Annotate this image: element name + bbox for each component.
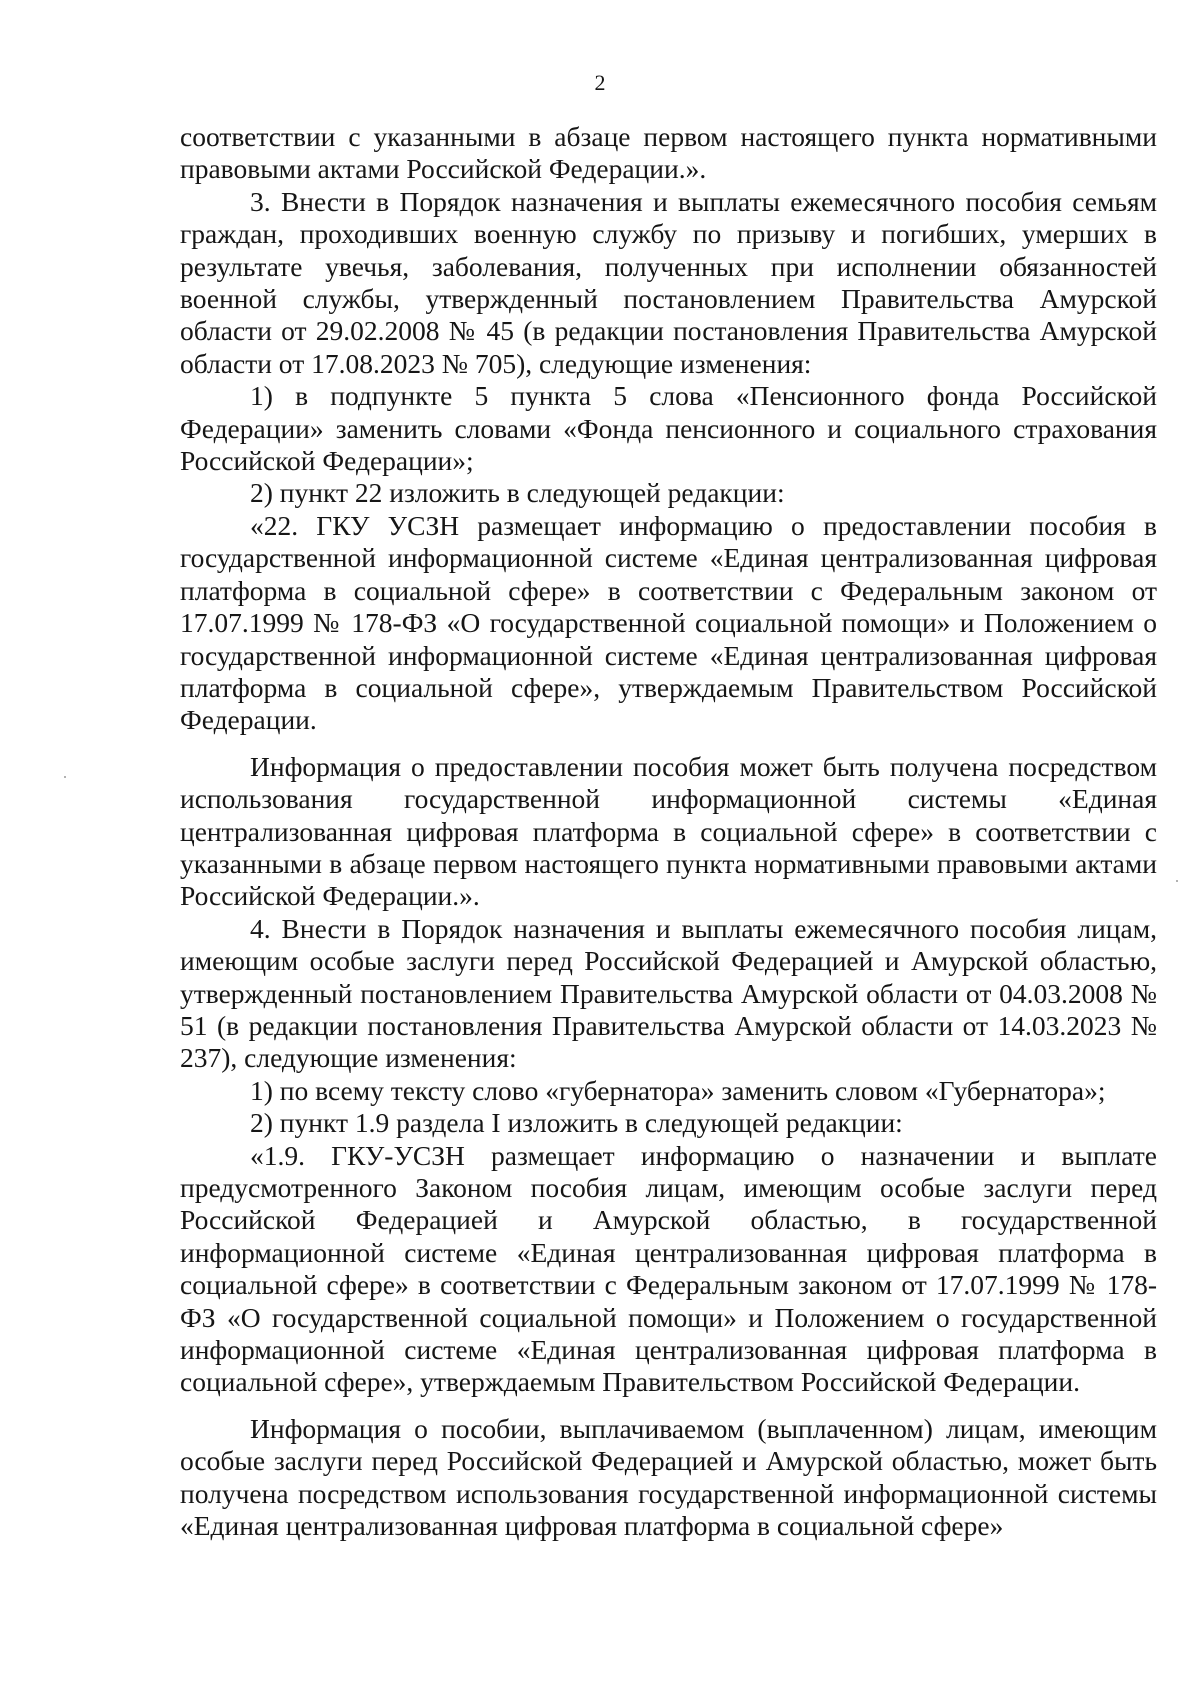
document-body <box>180 121 1157 1542</box>
paragraph-item-4: 4. Внести в Порядок назначения и выплаты ежемесячного пособия лицам, имеющим особые заслуги перед Российской Федерацией и Амурской областью, утвержденный постановлением Правительства Амурской области от 04.03.2008 № 51 (в редакции постановления Правительства Амурской области от 14.03.2023 № 237), следующие изменения: <box>180 912 1157 1074</box>
scan-speck <box>1176 880 1178 882</box>
paragraph-subitem-4-1: 1) по всему тексту слово «губернатора» заменить словом «Губернатора»; <box>250 1074 1106 1106</box>
paragraph-point-22: «22. ГКУ УСЗН размещает информацию о предоставлении пособия в государственной информационной системе «Единая централизованная цифровая платформа в социальной сфере» в соответствии с Федеральным законом от 17.07.1999 № 178-ФЗ «О государственной социальной помощи» и Положением о государственной информационной системе «Единая централизованная цифровая платформа в социальной сфере», утверждаемым Правительством Российской Федерации. <box>180 509 1157 736</box>
paragraph-point-22-info: Информация о предоставлении пособия может быть получена посредством использования государственной информационной системы «Единая централизованная цифровая платформа в социальной сфере» в соответствии с указанными в абзаце первом настоящего пункта нормативными правовыми актами Российской Федерации.». <box>180 750 1157 912</box>
page-number: 2 <box>594 70 606 95</box>
paragraph-item-3: 3. Внести в Порядок назначения и выплаты ежемесячного пособия семьям граждан, проходивших военную службу по призыву и погибших, умерших в результате увечья, заболевания, полученных при исполнении обязанностей военной службы, утвержденный постановлением Правительства Амурской области от 29.02.2008 № 45 (в редакции постановления Правительства Амурской области от 17.08.2023 № 705), следующие изменения: <box>180 185 1157 379</box>
paragraph-subitem-3-2: 2) пункт 22 изложить в следующей редакции: <box>250 477 785 509</box>
scan-speck <box>64 776 66 778</box>
paragraph-continuation: соответствии с указанными в абзаце первом настоящего пункта нормативными правовыми актами Российской Федерации.». <box>180 121 1157 185</box>
paragraph-subitem-4-2: 2) пункт 1.9 раздела I изложить в следующей редакции: <box>250 1107 903 1139</box>
paragraph-point-1-9-info: Информация о пособии, выплачиваемом (выплаченном) лицам, имеющим особые заслуги перед Российской Федерацией и Амурской областью, может быть получена посредством использования государственной информационной системы «Единая централизованная цифровая платформа в социальной сфере» <box>180 1412 1157 1542</box>
paragraph-subitem-3-1: 1) в подпункте 5 пункта 5 слова «Пенсионного фонда Российской Федерации» заменить словами «Фонда пенсионного и социального страхования Российской Федерации»; <box>180 380 1157 477</box>
paragraph-point-1-9: «1.9. ГКУ-УСЗН размещает информацию о назначении и выплате предусмотренного Законом пособия лицам, имеющим особые заслуги перед Российской Федерацией и Амурской областью, в государственной информационной системе «Единая централизованная цифровая платформа в социальной сфере» в соответствии с Федеральным законом от 17.07.1999 № 178-ФЗ «О государственной социальной помощи» и Положением о государственной информационной системе «Единая централизованная цифровая платформа в социальной сфере», утверждаемым Правительством Российской Федерации. <box>180 1139 1157 1398</box>
